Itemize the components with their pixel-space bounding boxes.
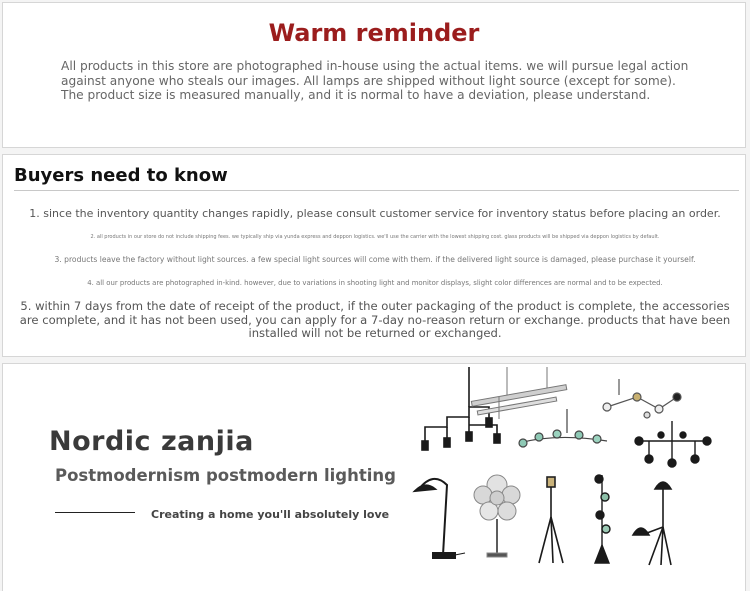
globe-floor-lamp-icon <box>595 475 610 563</box>
notice-item: 4. all our products are photographed in-kind. however, due to variations in shooting light and monitor displays, slight color differences are normal and to be expected. <box>87 279 663 287</box>
molecule-pendant-icon <box>603 379 681 418</box>
sputnik-chandelier-icon <box>635 421 711 467</box>
notice-item: 2. all products in our store do not include shipping fees. we typically ship via yunda express and deppon logistics. we'll use the carrier with the lowest shipping cost. glass products will be shipped via deppon logistics by default. <box>90 234 660 240</box>
brand-tagline: Postmodernism postmodern lighting <box>55 466 396 485</box>
warm-reminder-panel <box>2 2 746 148</box>
divider <box>14 190 739 191</box>
notice-item: 5. within 7 days from the date of receipt of the product, if the outer packaging of the product is complete, the accessories are complete, and it has not been used, you can apply for a 7-day no-reason return or exchange. products that have been installed will not be returned or exchanged. <box>19 299 731 340</box>
slogan-rule <box>55 512 135 513</box>
brand-slogan: Creating a home you'll absolutely love <box>151 508 390 521</box>
warm-reminder-title: Warm reminder <box>268 19 480 47</box>
notice-item: 3. products leave the factory without light sources. a few special light sources will come with them. if the delivered light source is damaged, please purchase it yourself. <box>54 255 696 264</box>
lamp-collage-image <box>407 367 743 589</box>
brand-banner <box>2 363 746 591</box>
arc-floor-lamp-icon <box>415 479 465 558</box>
warm-reminder-text: All products in this store are photographed in-house using the actual items. we will pursue legal action against anyone who steals our images. All lamps are shipped without light source (except for some). The product size is measured manually, and it is normal to have a deviation, please understand. <box>61 59 689 102</box>
tube-pendant-icon <box>471 367 566 419</box>
chandelier-lamp-icon <box>422 367 500 450</box>
bubble-pendant-icon <box>519 409 607 447</box>
brand-name: Nordic zanjia <box>49 426 254 457</box>
notice-item: 1. since the inventory quantity changes rapidly, please consult customer service for inventory status before placing an order. <box>29 207 721 220</box>
disc-floor-lamp-icon <box>474 475 520 557</box>
tripod-lamp-icon <box>539 477 563 563</box>
buyers-title: Buyers need to know <box>14 165 228 186</box>
buyers-notice-panel <box>2 154 746 357</box>
dome-tripod-lamp-icon <box>633 482 671 565</box>
